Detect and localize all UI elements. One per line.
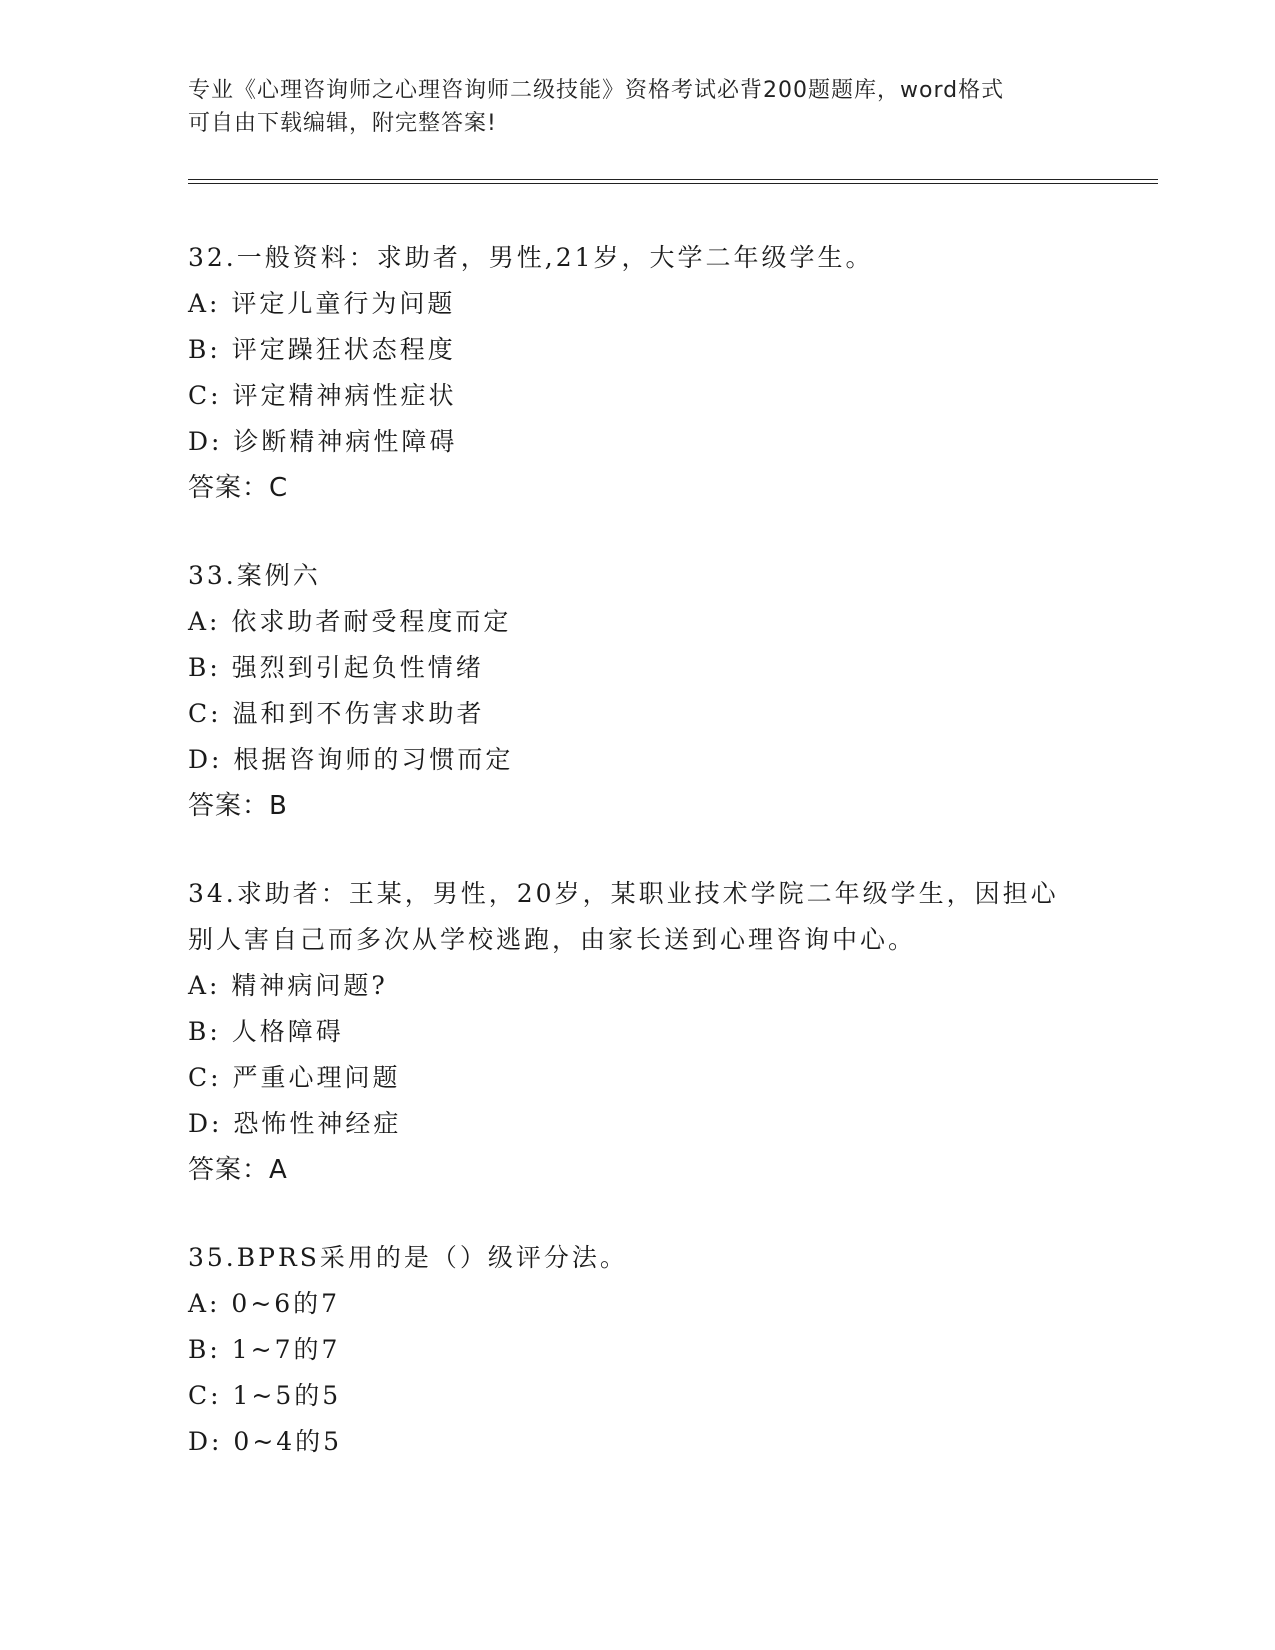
option-d: D: 诊断精神病性障碍	[188, 427, 458, 456]
question-34	[188, 871, 1088, 1193]
option-d: D: 恐怖性神经症	[188, 1109, 402, 1138]
header-line-1: 专业《心理咨询师之心理咨询师二级技能》资格考试必背200题题库，word格式	[188, 78, 1005, 103]
option-c: C: 严重心理问题	[188, 1063, 401, 1092]
header-line-2: 可自由下载编辑，附完整答案!	[188, 111, 497, 136]
option-d: D: 根据咨询师的习惯而定	[188, 745, 514, 774]
question-stem-line-1: 34.求助者：王某，男性，20岁，某职业技术学院二年级学生，因担心	[188, 879, 1059, 908]
option-c: C: 温和到不伤害求助者	[188, 699, 485, 728]
option-d: D: 0~4的5	[188, 1427, 343, 1456]
option-b: B: 评定躁狂状态程度	[188, 335, 456, 364]
question-35	[188, 1235, 1088, 1465]
page-header	[188, 74, 1088, 140]
question-32	[188, 235, 1088, 511]
question-stem: 35.BPRS采用的是（）级评分法。	[188, 1243, 628, 1272]
question-33	[188, 553, 1088, 829]
question-stem-line-2: 别人害自己而多次从学校逃跑，由家长送到心理咨询中心。	[188, 925, 917, 954]
answer-label: 答案：B	[188, 791, 288, 821]
option-c: C: 评定精神病性症状	[188, 381, 457, 410]
option-a: A: 0~6的7	[188, 1289, 341, 1318]
option-b: B: 人格障碍	[188, 1017, 344, 1046]
answer-label: 答案：A	[188, 1155, 288, 1185]
header-divider	[188, 179, 1158, 184]
option-a: A: 精神病问题?	[188, 971, 388, 1000]
option-b: B: 强烈到引起负性情绪	[188, 653, 484, 682]
question-stem: 33.案例六	[188, 561, 321, 590]
option-a: A: 依求助者耐受程度而定	[188, 607, 512, 636]
option-a: A: 评定儿童行为问题	[188, 289, 456, 318]
option-b: B: 1~7的7	[188, 1335, 341, 1364]
answer-label: 答案：C	[188, 473, 289, 503]
option-c: C: 1~5的5	[188, 1381, 342, 1410]
question-list	[188, 235, 1088, 1507]
question-stem: 32.一般资料：求助者，男性,21岁，大学二年级学生。	[188, 243, 874, 272]
